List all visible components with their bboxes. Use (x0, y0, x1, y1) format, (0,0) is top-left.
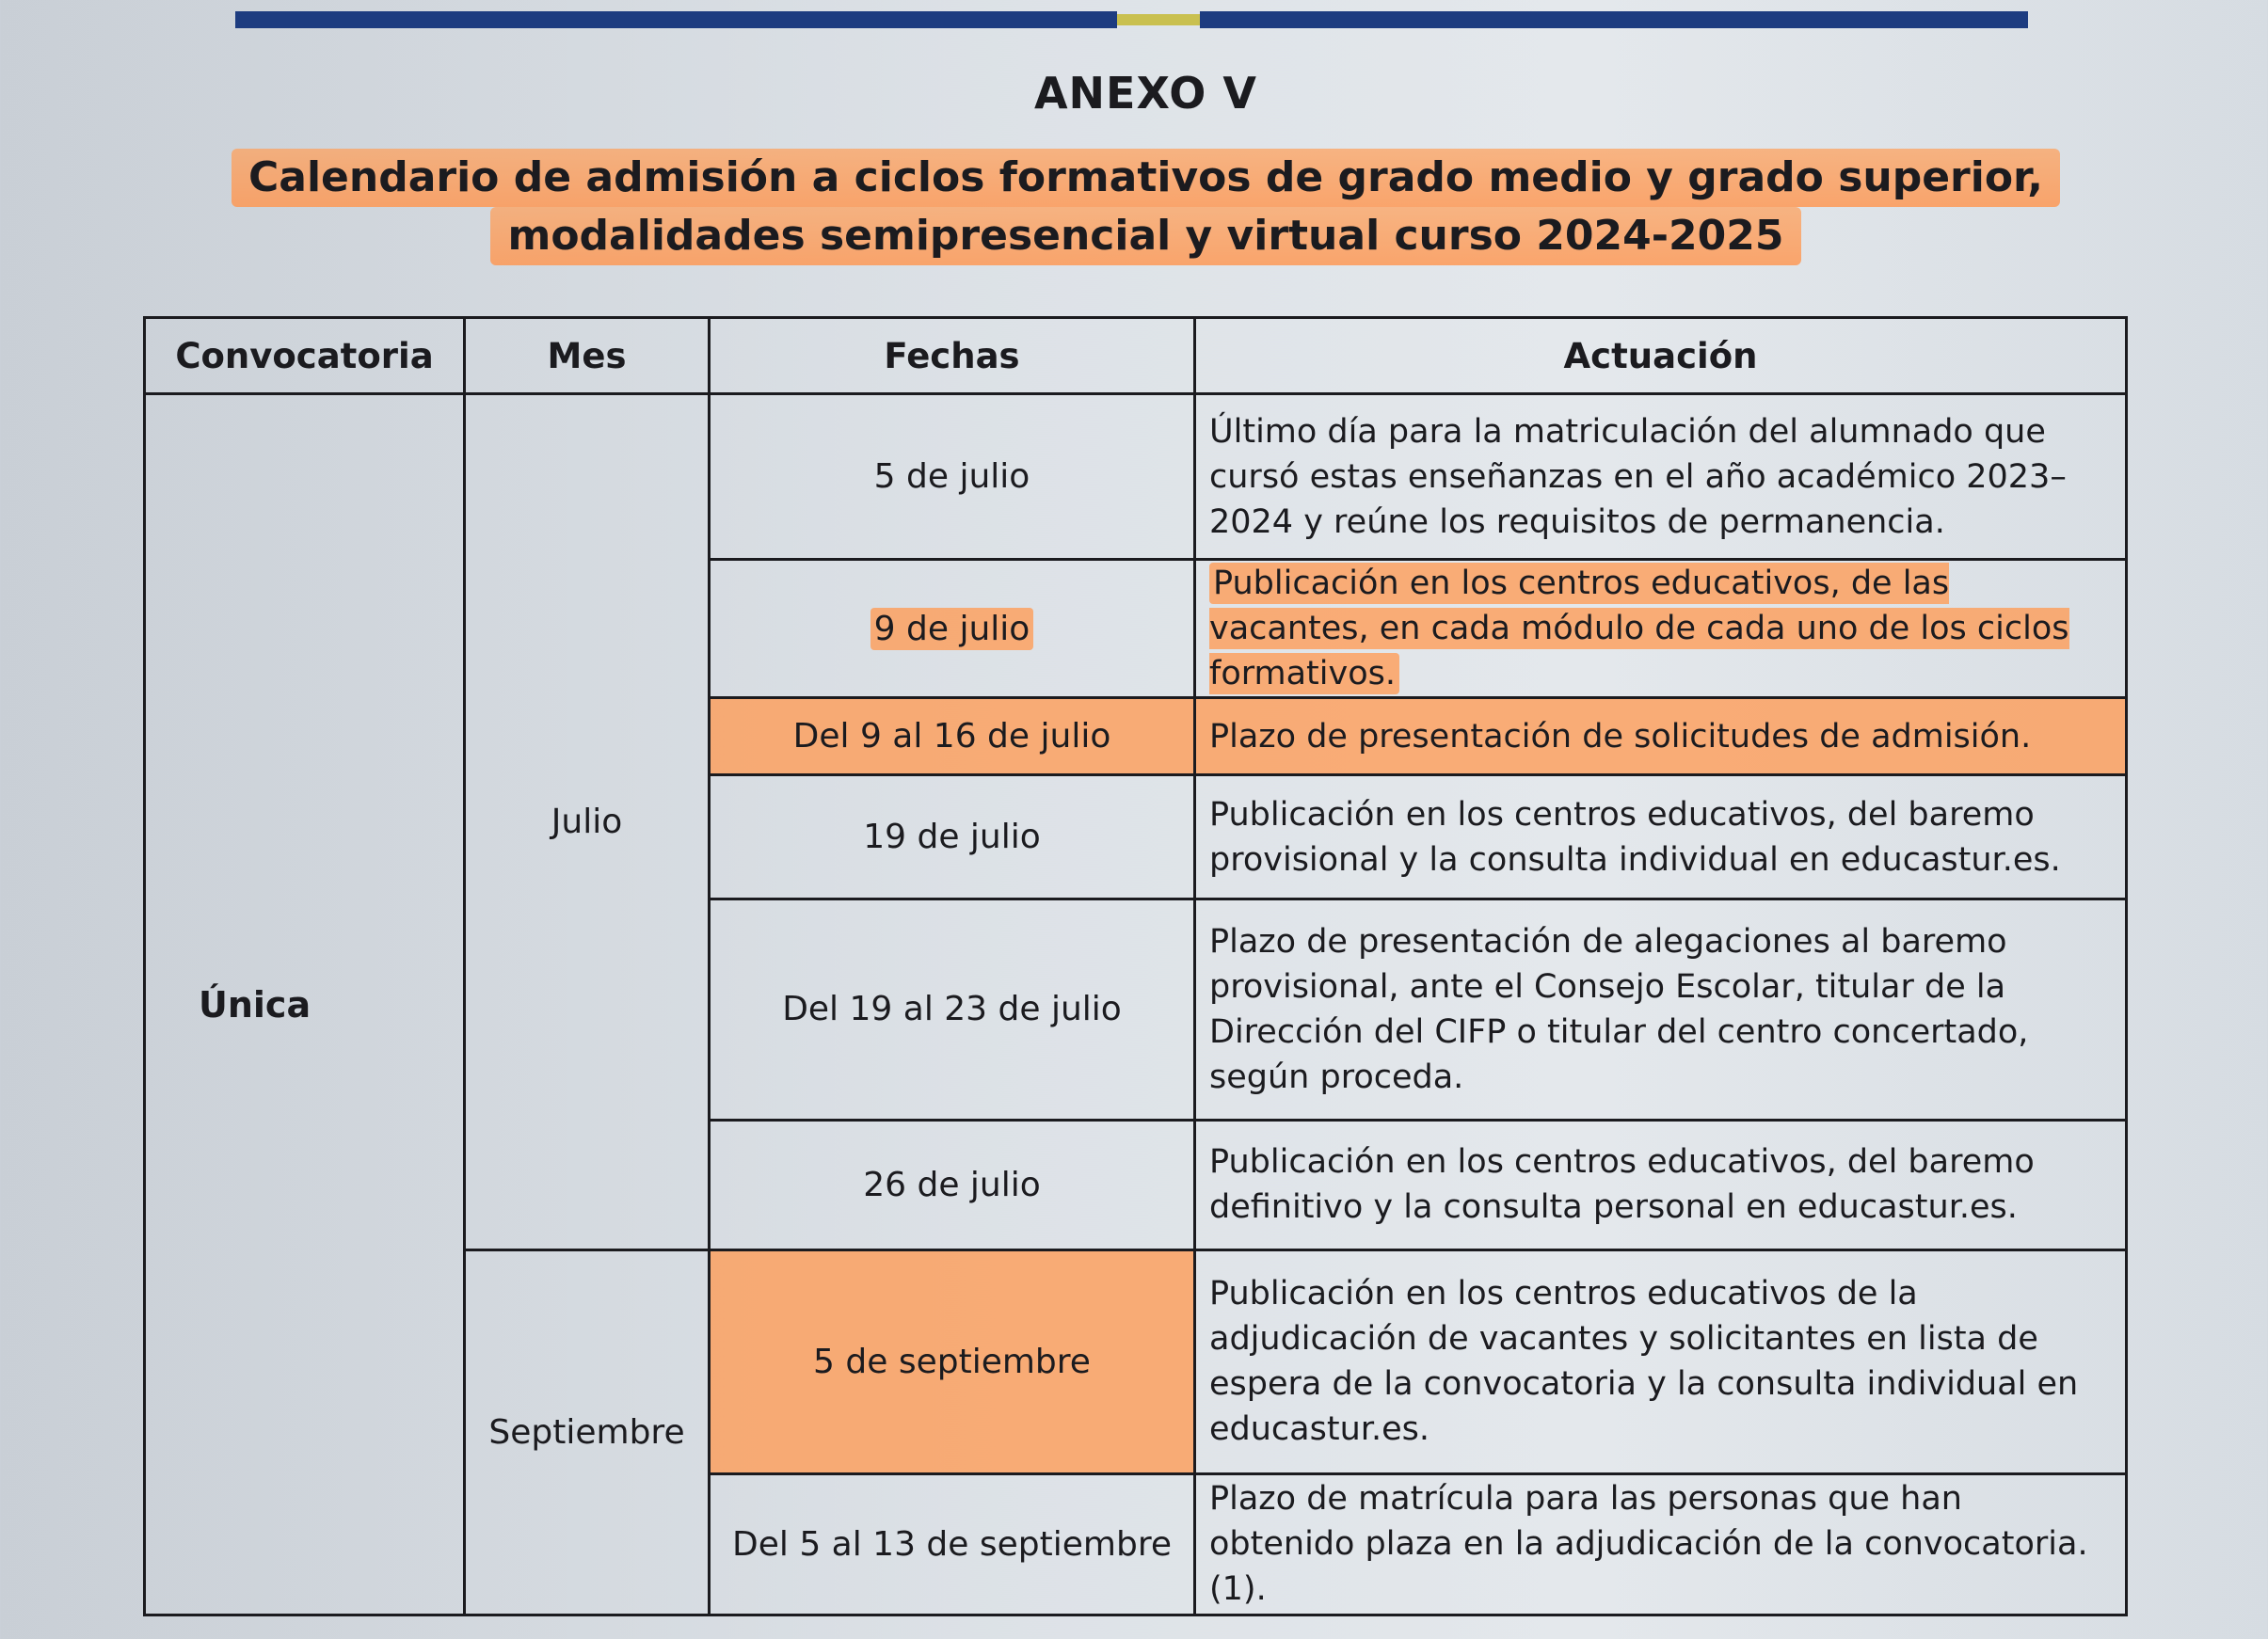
header-convocatoria: Convocatoria (145, 318, 465, 394)
action-cell: Publicación en los centros educativos, del baremo provisional y la consulta individual en educastur.es. (1195, 775, 2127, 899)
admission-calendar-table (143, 316, 2128, 1616)
date-cell: 19 de julio (710, 775, 1195, 899)
rule-blue-right (1200, 11, 2028, 28)
date-cell (710, 560, 1195, 698)
date-cell-highlighted: 5 de septiembre (710, 1249, 1195, 1473)
action-cell: Último día para la matriculación del alumnado que cursó estas enseñanzas en el año académico 2023–2024 y reúne los requisitos de permanencia. (1195, 394, 2127, 560)
action-cell: Plazo de matrícula para las personas que han obtenido plaza en la adjudicación de la convocatoria. (1). (1195, 1473, 2127, 1615)
month-septiembre: Septiembre (465, 1249, 710, 1615)
convocatoria-cell: Única (145, 394, 465, 1615)
date-cell: 5 de julio (710, 394, 1195, 560)
date-cell: Del 19 al 23 de julio (710, 899, 1195, 1120)
date-cell: 26 de julio (710, 1120, 1195, 1249)
date-cell: Del 5 al 13 de septiembre (710, 1473, 1195, 1615)
table-header-row (145, 318, 2127, 394)
header-actuacion: Actuación (1195, 318, 2127, 394)
action-cell: Plazo de presentación de alegaciones al baremo provisional, ante el Consejo Escolar, titular de la Dirección del CIFP o titular del centro concertado, según proceda. (1195, 899, 2127, 1120)
table-row (145, 394, 2127, 560)
rule-blue-left (235, 11, 1117, 28)
header-fechas: Fechas (710, 318, 1195, 394)
title-line-1: Calendario de admisión a ciclos formativos de grado medio y grado superior, (232, 149, 2060, 207)
action-cell: Publicación en los centros educativos, del baremo definitivo y la consulta personal en educastur.es. (1195, 1120, 2127, 1249)
document-title (0, 149, 2268, 265)
action-cell: Publicación en los centros educativos de la adjudicación de vacantes y solicitantes en lista de espera de la convocatoria y la consulta individual en educastur.es. (1195, 1249, 2127, 1473)
date-cell-highlighted: Del 9 al 16 de julio (710, 698, 1195, 775)
header-mes: Mes (465, 318, 710, 394)
title-line-2: modalidades semipresencial y virtual curso 2024-2025 (490, 207, 1800, 265)
annex-heading: ANEXO V (1033, 68, 1258, 119)
month-julio: Julio (465, 394, 710, 1250)
action-cell (1195, 560, 2127, 698)
rule-gold-accent (1117, 14, 1200, 25)
date-text-highlighted: 9 de julio (870, 608, 1034, 650)
action-cell-highlighted: Plazo de presentación de solicitudes de admisión. (1195, 698, 2127, 775)
action-text-highlighted: Publicación en los centros educativos, de las vacantes, en cada módulo de cada uno de los ciclos formativos. (1209, 565, 2069, 693)
top-decorative-rule (235, 11, 2028, 28)
